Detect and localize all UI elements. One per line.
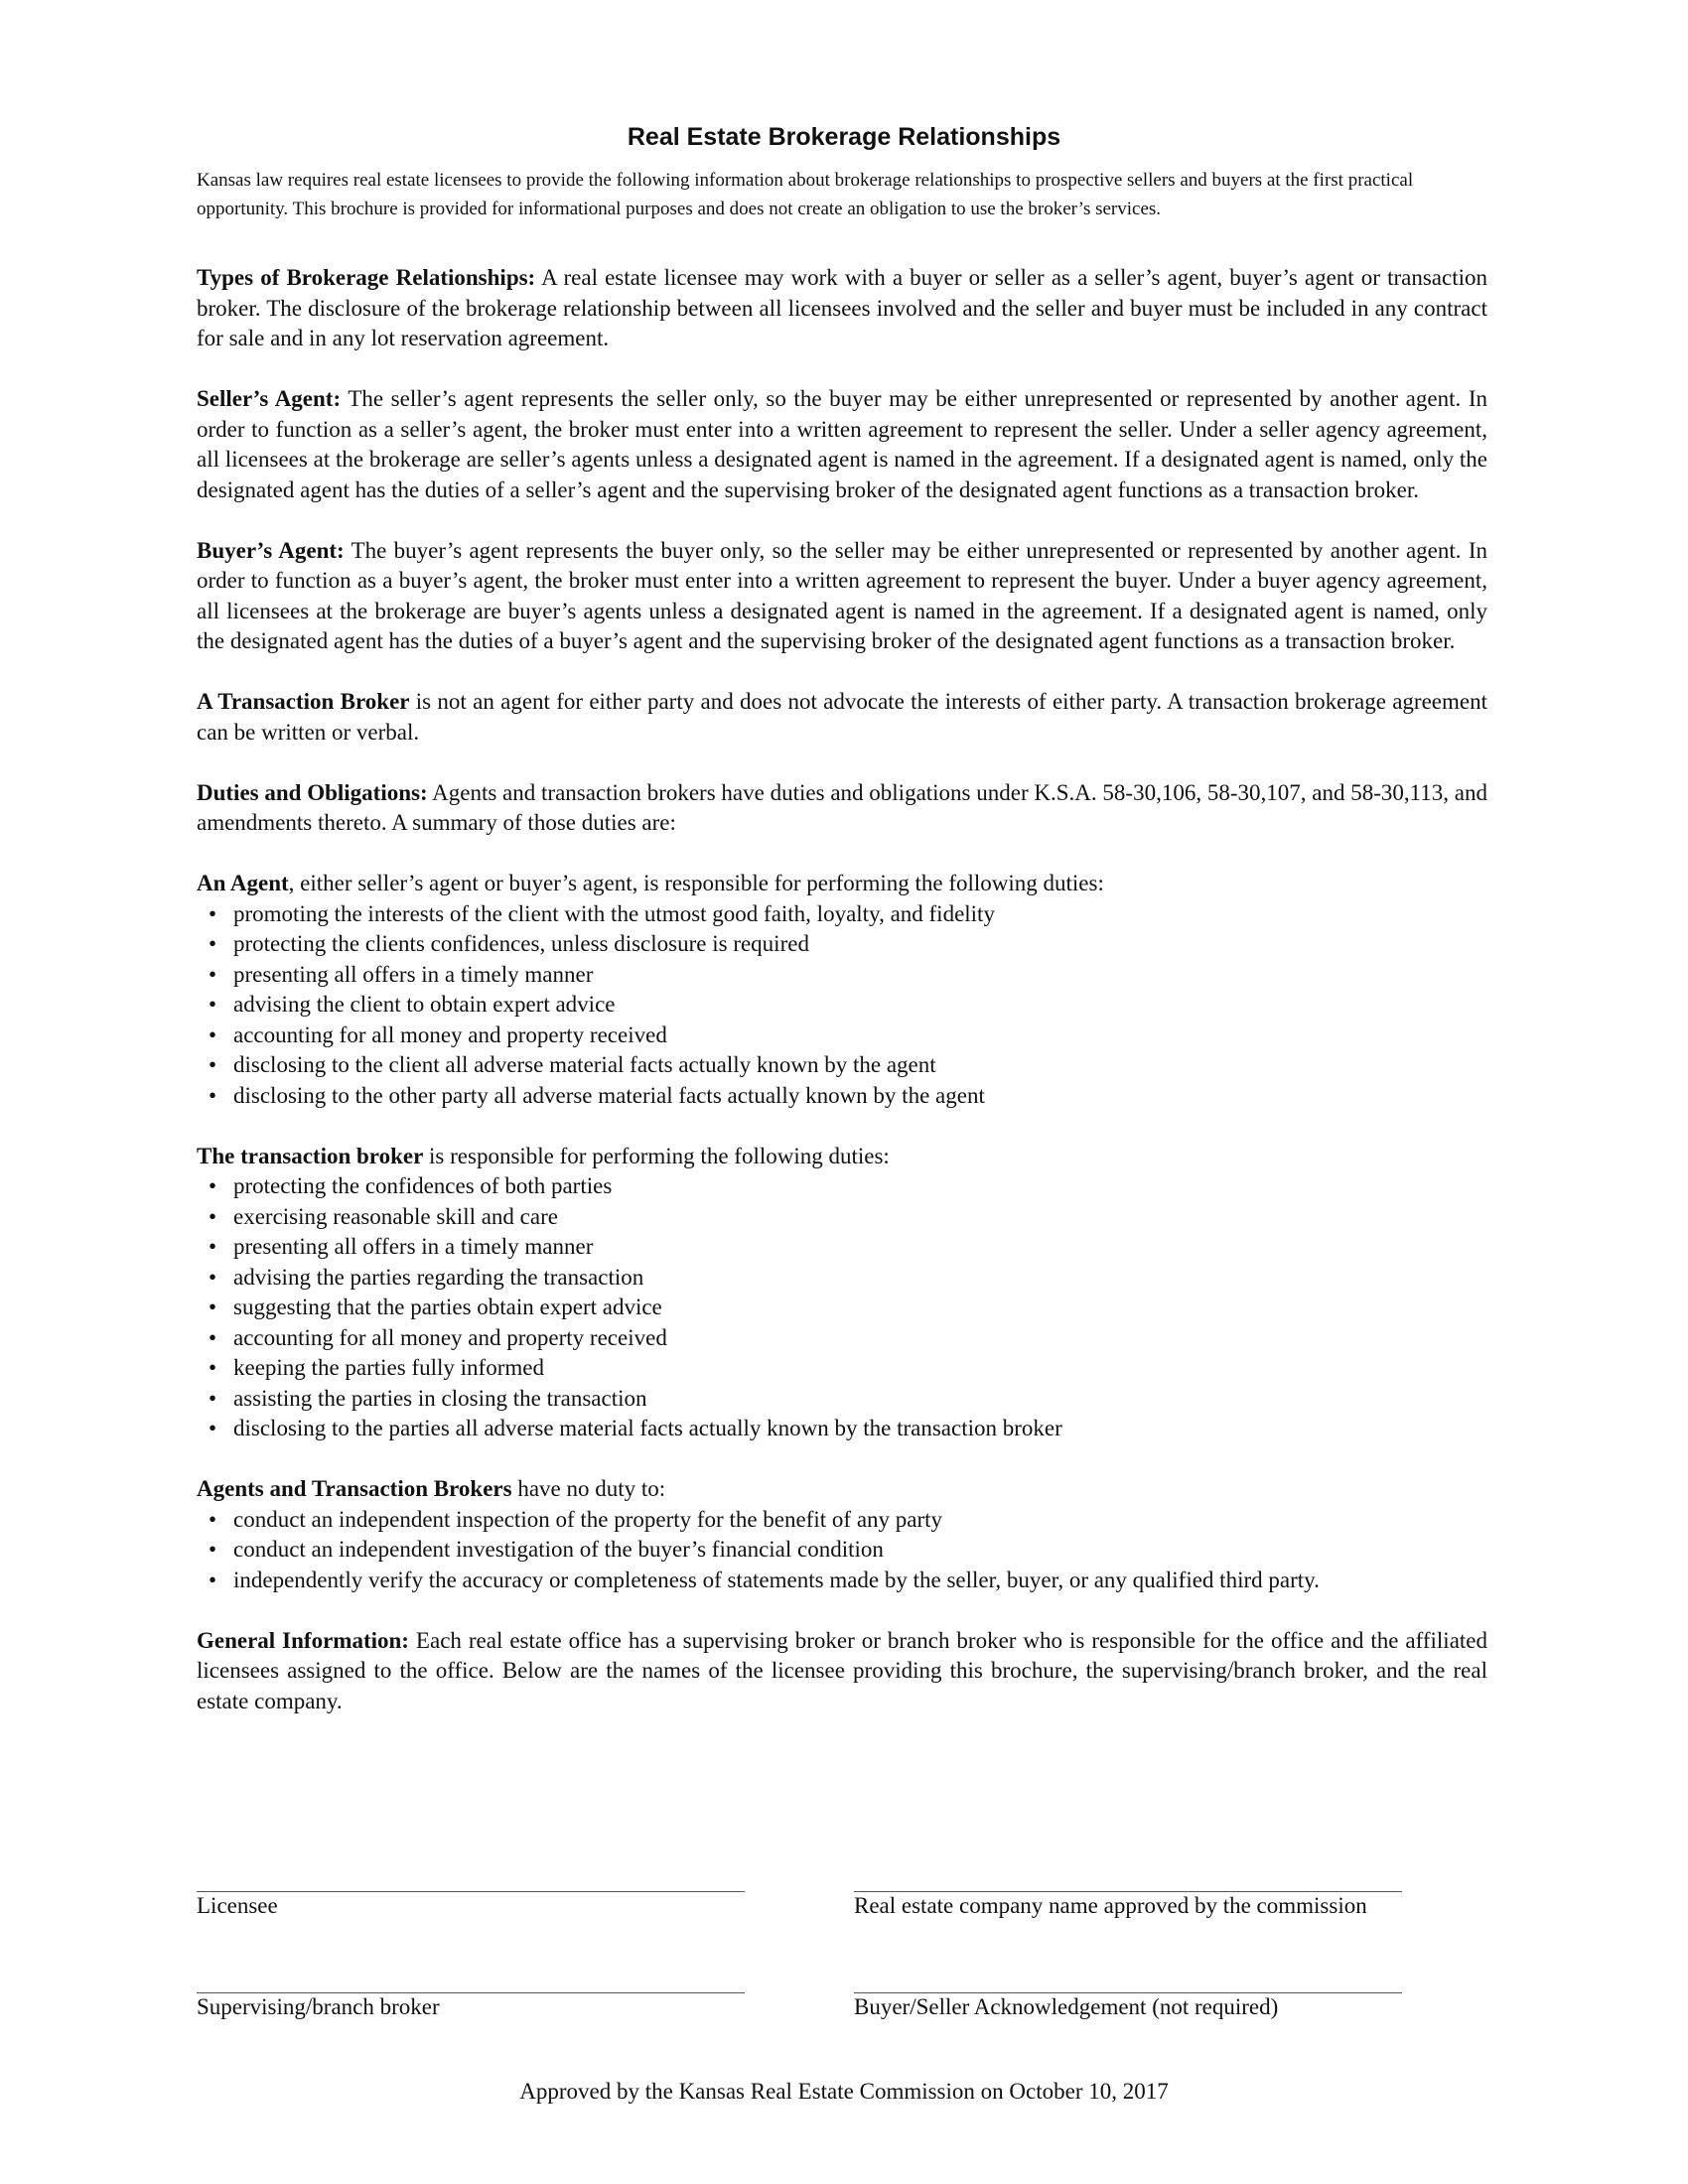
list-item: • protecting the clients confidences, unless disclosure is required — [197, 929, 1487, 960]
types-heading: Types of Brokerage Relationships: — [197, 265, 536, 290]
list-item: • advising the parties regarding the transaction — [197, 1263, 1487, 1294]
list-item: • accounting for all money and property received — [197, 1323, 1487, 1354]
approval-footer: Approved by the Kansas Real Estate Commission on October 10, 2017 — [519, 2079, 1169, 2104]
no-duty-text: have no duty to: — [511, 1476, 666, 1501]
page-title: Real Estate Brokerage Relationships — [627, 123, 1061, 151]
buyers-agent-text: The buyer’s agent represents the buyer only, so the seller may be either unrepresented or represented by another agent. In order to function as a buyer’s agent, the broker must enter into a written agreement to represent the buyer. Under a buyer agency agreement, all licensees at the brokerage are buyer’s agents unless a designated agent is named in the agreement. If a designated agent is named, only the designated agent has the duties of a buyer’s agent and the supervising broker of the designated agent functions as a transaction broker. — [197, 537, 1487, 653]
list-item: • advising the client to obtain expert advice — [197, 990, 1487, 1021]
list-item: • protecting the confidences of both parties — [197, 1171, 1487, 1202]
list-item: • disclosing to the client all adverse material facts actually known by the agent — [197, 1050, 1487, 1081]
list-item: • presenting all offers in a timely manner — [197, 960, 1487, 991]
list-item: • conduct an independent investigation of the buyer’s financial condition — [197, 1535, 1428, 1566]
general-information-heading: General Information: — [197, 1627, 409, 1653]
broker-duties-intro — [197, 1142, 1487, 1172]
agent-duties-list — [197, 899, 1487, 1112]
list-item: • promoting the interests of the client with the utmost good faith, loyalty, and fidelity — [197, 899, 1487, 930]
types-paragraph — [197, 263, 1487, 354]
duties-heading: Duties and Obligations: — [197, 779, 428, 805]
list-item: • accounting for all money and property received — [197, 1021, 1487, 1051]
buyers-agent-heading: Buyer’s Agent: — [197, 537, 345, 563]
licensee-label: Licensee — [197, 1893, 278, 1918]
duties-text: Agents and transaction brokers have duties and obligations under K.S.A. 58-30,106, 58-30,107, and 58-30,113, and amendments thereto. A summary of those duties are: — [197, 779, 1488, 835]
list-item: • disclosing to the other party all adverse material facts actually known by the agent — [197, 1081, 1487, 1112]
broker-duties-text: is responsible for performing the following duties: — [423, 1143, 890, 1168]
general-information-text: Each real estate office has a supervising broker or branch broker who is responsible for the office and the affiliated licensees assigned to the office. Below are the names of the licensee providing this brochure, the supervising/branch broker, and the real estate company. — [197, 1627, 1488, 1713]
list-item: • suggesting that the parties obtain expert advice — [197, 1293, 1487, 1323]
supervising-broker-label: Supervising/branch broker — [197, 1994, 440, 2019]
broker-duties-heading: The transaction broker — [197, 1143, 424, 1168]
agent-duties-text: , either seller’s agent or buyer’s agent, is responsible for performing the following duties: — [288, 871, 1104, 895]
intro-paragraph: Kansas law requires real estate licensees to provide the following information about brokerage relationships to prospective sellers and buyers at the first practical opportunity. This brochure is provided for informational purposes and does not create an obligation to use the broker’s services. — [197, 170, 1414, 219]
agent-duties-heading: An Agent — [197, 871, 289, 895]
no-duty-heading: Agents and Transaction Brokers — [197, 1476, 512, 1501]
broker-duties-list — [197, 1171, 1487, 1444]
list-item: • independently verify the accuracy or completeness of statements made by the seller, buyer, or any qualified third party. — [197, 1566, 1428, 1596]
no-duty-list — [197, 1505, 1428, 1596]
transaction-broker-heading: A Transaction Broker — [197, 689, 410, 714]
transaction-broker-text: is not an agent for either party and does not advocate the interests of either party. A transaction brokerage agreement can be written or verbal. — [197, 689, 1487, 745]
list-item: • exercising reasonable skill and care — [197, 1202, 1487, 1233]
document-body — [197, 263, 1487, 1716]
sellers-agent-text: The seller’s agent represents the seller only, so the buyer may be either unrepresented or represented by another agent. In order to function as a seller’s agent, the broker must enter into a written agreement to represent the seller. Under a seller agency agreement, all licensees at the brokerage are seller’s agents unless a designated agent is named in the agreement. If a designated agent is named, only the designated agent has the duties of a seller’s agent and the supervising broker of the designated agent functions as a transaction broker. — [197, 386, 1487, 502]
no-duty-intro — [197, 1474, 1487, 1505]
list-item: • conduct an independent inspection of the property for the benefit of any party — [197, 1505, 1428, 1536]
list-item: • assisting the parties in closing the transaction — [197, 1384, 1487, 1415]
sellers-agent-heading: Seller’s Agent: — [197, 386, 342, 411]
company-label: Real estate company name approved by the commission — [854, 1893, 1367, 1918]
general-information-paragraph — [197, 1626, 1487, 1717]
licensee-signature-line[interactable] — [197, 1891, 745, 1892]
transaction-broker-paragraph — [197, 687, 1487, 748]
list-item: • presenting all offers in a timely manner — [197, 1232, 1487, 1263]
duties-paragraph — [197, 778, 1487, 839]
buyers-agent-paragraph — [197, 536, 1487, 657]
agent-duties-intro — [197, 869, 1487, 899]
types-text: A real estate licensee may work with a buyer or seller as a seller’s agent, buyer’s agent or transaction broker. The disclosure of the brokerage relationship between all licensees involved and the seller and buyer must be included in any contract for sale and in any lot reservation agreement. — [197, 265, 1487, 350]
list-item: • keeping the parties fully informed — [197, 1353, 1487, 1384]
sellers-agent-paragraph — [197, 384, 1487, 505]
list-item: • disclosing to the parties all adverse material facts actually known by the transaction broker — [197, 1414, 1487, 1444]
acknowledgement-label: Buyer/Seller Acknowledgement (not required) — [854, 1994, 1279, 2019]
